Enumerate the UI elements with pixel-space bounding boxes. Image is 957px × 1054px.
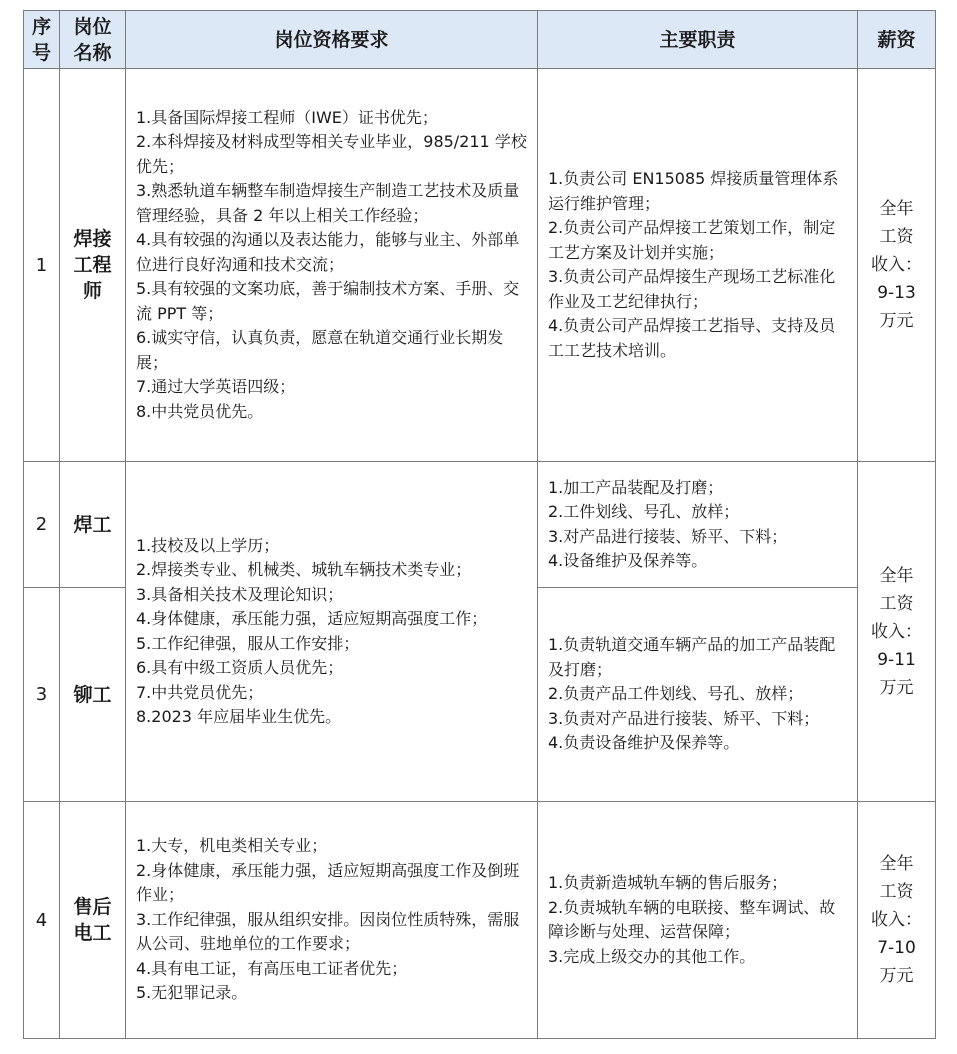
list-item: 1.负责公司 EN15085 焊接质量管理体系运行维护管理； <box>548 169 839 213</box>
list-item: 4.身体健康，承压能力强，适应短期高强度工作； <box>136 609 488 628</box>
list-item: 5.工作纪律强，服从工作安排； <box>136 633 360 653</box>
list-item: 3.熟悉轨道车辆整车制造焊接生产制造工艺技术及质量管理经验，具备 2 年以上相关工作经验； <box>136 181 520 225</box>
list-item: 1.大专，机电类相关专业； <box>136 836 328 856</box>
list-item: 3.完成上级交办的其他工作。 <box>548 946 756 966</box>
row-4-duties <box>538 802 858 1039</box>
list-item: 2.负责公司产品焊接工艺策划工作，制定工艺方案及计划并实施； <box>548 218 836 262</box>
row-3-name: 铆工 <box>60 588 126 802</box>
list-item: 3.负责公司产品焊接生产现场工艺标准化作业及工艺纪律执行； <box>548 267 836 311</box>
row-3-no: 3 <box>24 588 60 802</box>
header-name: 岗位 名称 <box>60 11 126 69</box>
row-1-requirements <box>126 69 538 462</box>
list-item: 4.具有较强的沟通以及表达能力，能够与业主、外部单位进行良好沟通和技术交流； <box>136 230 520 274</box>
list-item: 3.对产品进行接装、矫平、下料； <box>548 526 788 546</box>
table-row-2 <box>24 462 936 588</box>
row-2-name: 焊工 <box>60 462 126 588</box>
list-item: 1.加工产品装配及打磨； <box>548 477 724 497</box>
row-2-3-requirements <box>126 462 538 802</box>
list-item: 2.焊接类专业、机械类、城轨车辆技术类专业； <box>136 560 472 579</box>
row-4-no: 4 <box>24 802 60 1039</box>
list-item: 1.具备国际焊接工程师（IWE）证书优先； <box>136 107 438 127</box>
list-item: 7.通过大学英语四级； <box>136 377 296 397</box>
table-row-1 <box>24 69 936 462</box>
row-4-requirements <box>126 802 538 1039</box>
list-item: 4.负责设备维护及保养等。 <box>548 733 740 753</box>
list-item: 1.负责轨道交通车辆产品的加工产品装配及打磨； <box>548 635 836 679</box>
row-4-salary: 全年 工资 收入： 7-10 万元 <box>858 802 936 1039</box>
list-item: 5.具有较强的文案功底，善于编制技术方案、手册、交流 PPT 等； <box>136 279 520 323</box>
list-item: 2.本科焊接及材料成型等相关专业毕业，985/211 学校优先； <box>136 132 527 176</box>
list-item: 3.具备相关技术及理论知识； <box>136 584 344 604</box>
list-item: 2.工件划线、号孔、放样； <box>548 502 740 521</box>
list-item: 8.中共党员优先。 <box>136 401 264 421</box>
row-1-duties <box>538 69 858 462</box>
header-requirements: 岗位资格要求 <box>126 11 538 69</box>
job-table <box>23 10 936 1039</box>
job-table-frame <box>23 10 935 1040</box>
row-1-salary: 全年 工资 收入： 9-13 万元 <box>858 69 936 462</box>
list-item: 1.技校及以上学历； <box>136 535 280 555</box>
header-salary: 薪资 <box>858 11 936 69</box>
table-row-4 <box>24 802 936 1039</box>
list-item: 1.负责新造城轨车辆的售后服务； <box>548 873 788 892</box>
list-item: 5.无犯罪记录。 <box>136 983 248 1003</box>
row-1-no: 1 <box>24 69 60 462</box>
list-item: 6.诚实守信，认真负责，愿意在轨道交通行业长期发展； <box>136 328 504 372</box>
header-row <box>24 11 936 69</box>
list-item: 2.负责城轨车辆的电联接、整车调试、故障诊断与处理、运营保障； <box>548 897 836 941</box>
list-item: 4.负责公司产品焊接工艺指导、支持及员工工艺技术培训。 <box>548 316 836 360</box>
list-item: 3.工作纪律强，服从组织安排。因岗位性质特殊，需服从公司、驻地单位的工作要求； <box>136 909 520 954</box>
row-1-name: 焊接 工程 师 <box>60 69 126 462</box>
list-item: 2.负责产品工件划线、号孔、放样； <box>548 684 804 704</box>
list-item: 4.设备维护及保养等。 <box>548 551 708 570</box>
list-item: 8.2023 年应届毕业生优先。 <box>136 707 342 726</box>
list-item: 3.负责对产品进行接装、矫平、下料； <box>548 708 820 728</box>
header-no: 序 号 <box>24 11 60 69</box>
list-item: 6.具有中级工资质人员优先； <box>136 658 344 677</box>
row-2-3-salary: 全年 工资 收入： 9-11 万元 <box>858 462 936 802</box>
list-item: 2.身体健康，承压能力强，适应短期高强度工作及倒班作业； <box>136 860 520 905</box>
header-duties: 主要职责 <box>538 11 858 69</box>
list-item: 4.具有电工证，有高压电工证者优先； <box>136 958 408 978</box>
list-item: 7.中共党员优先； <box>136 682 264 702</box>
row-3-duties <box>538 588 858 802</box>
row-2-duties <box>538 462 858 588</box>
row-2-no: 2 <box>24 462 60 588</box>
row-4-name: 售后 电工 <box>60 802 126 1039</box>
